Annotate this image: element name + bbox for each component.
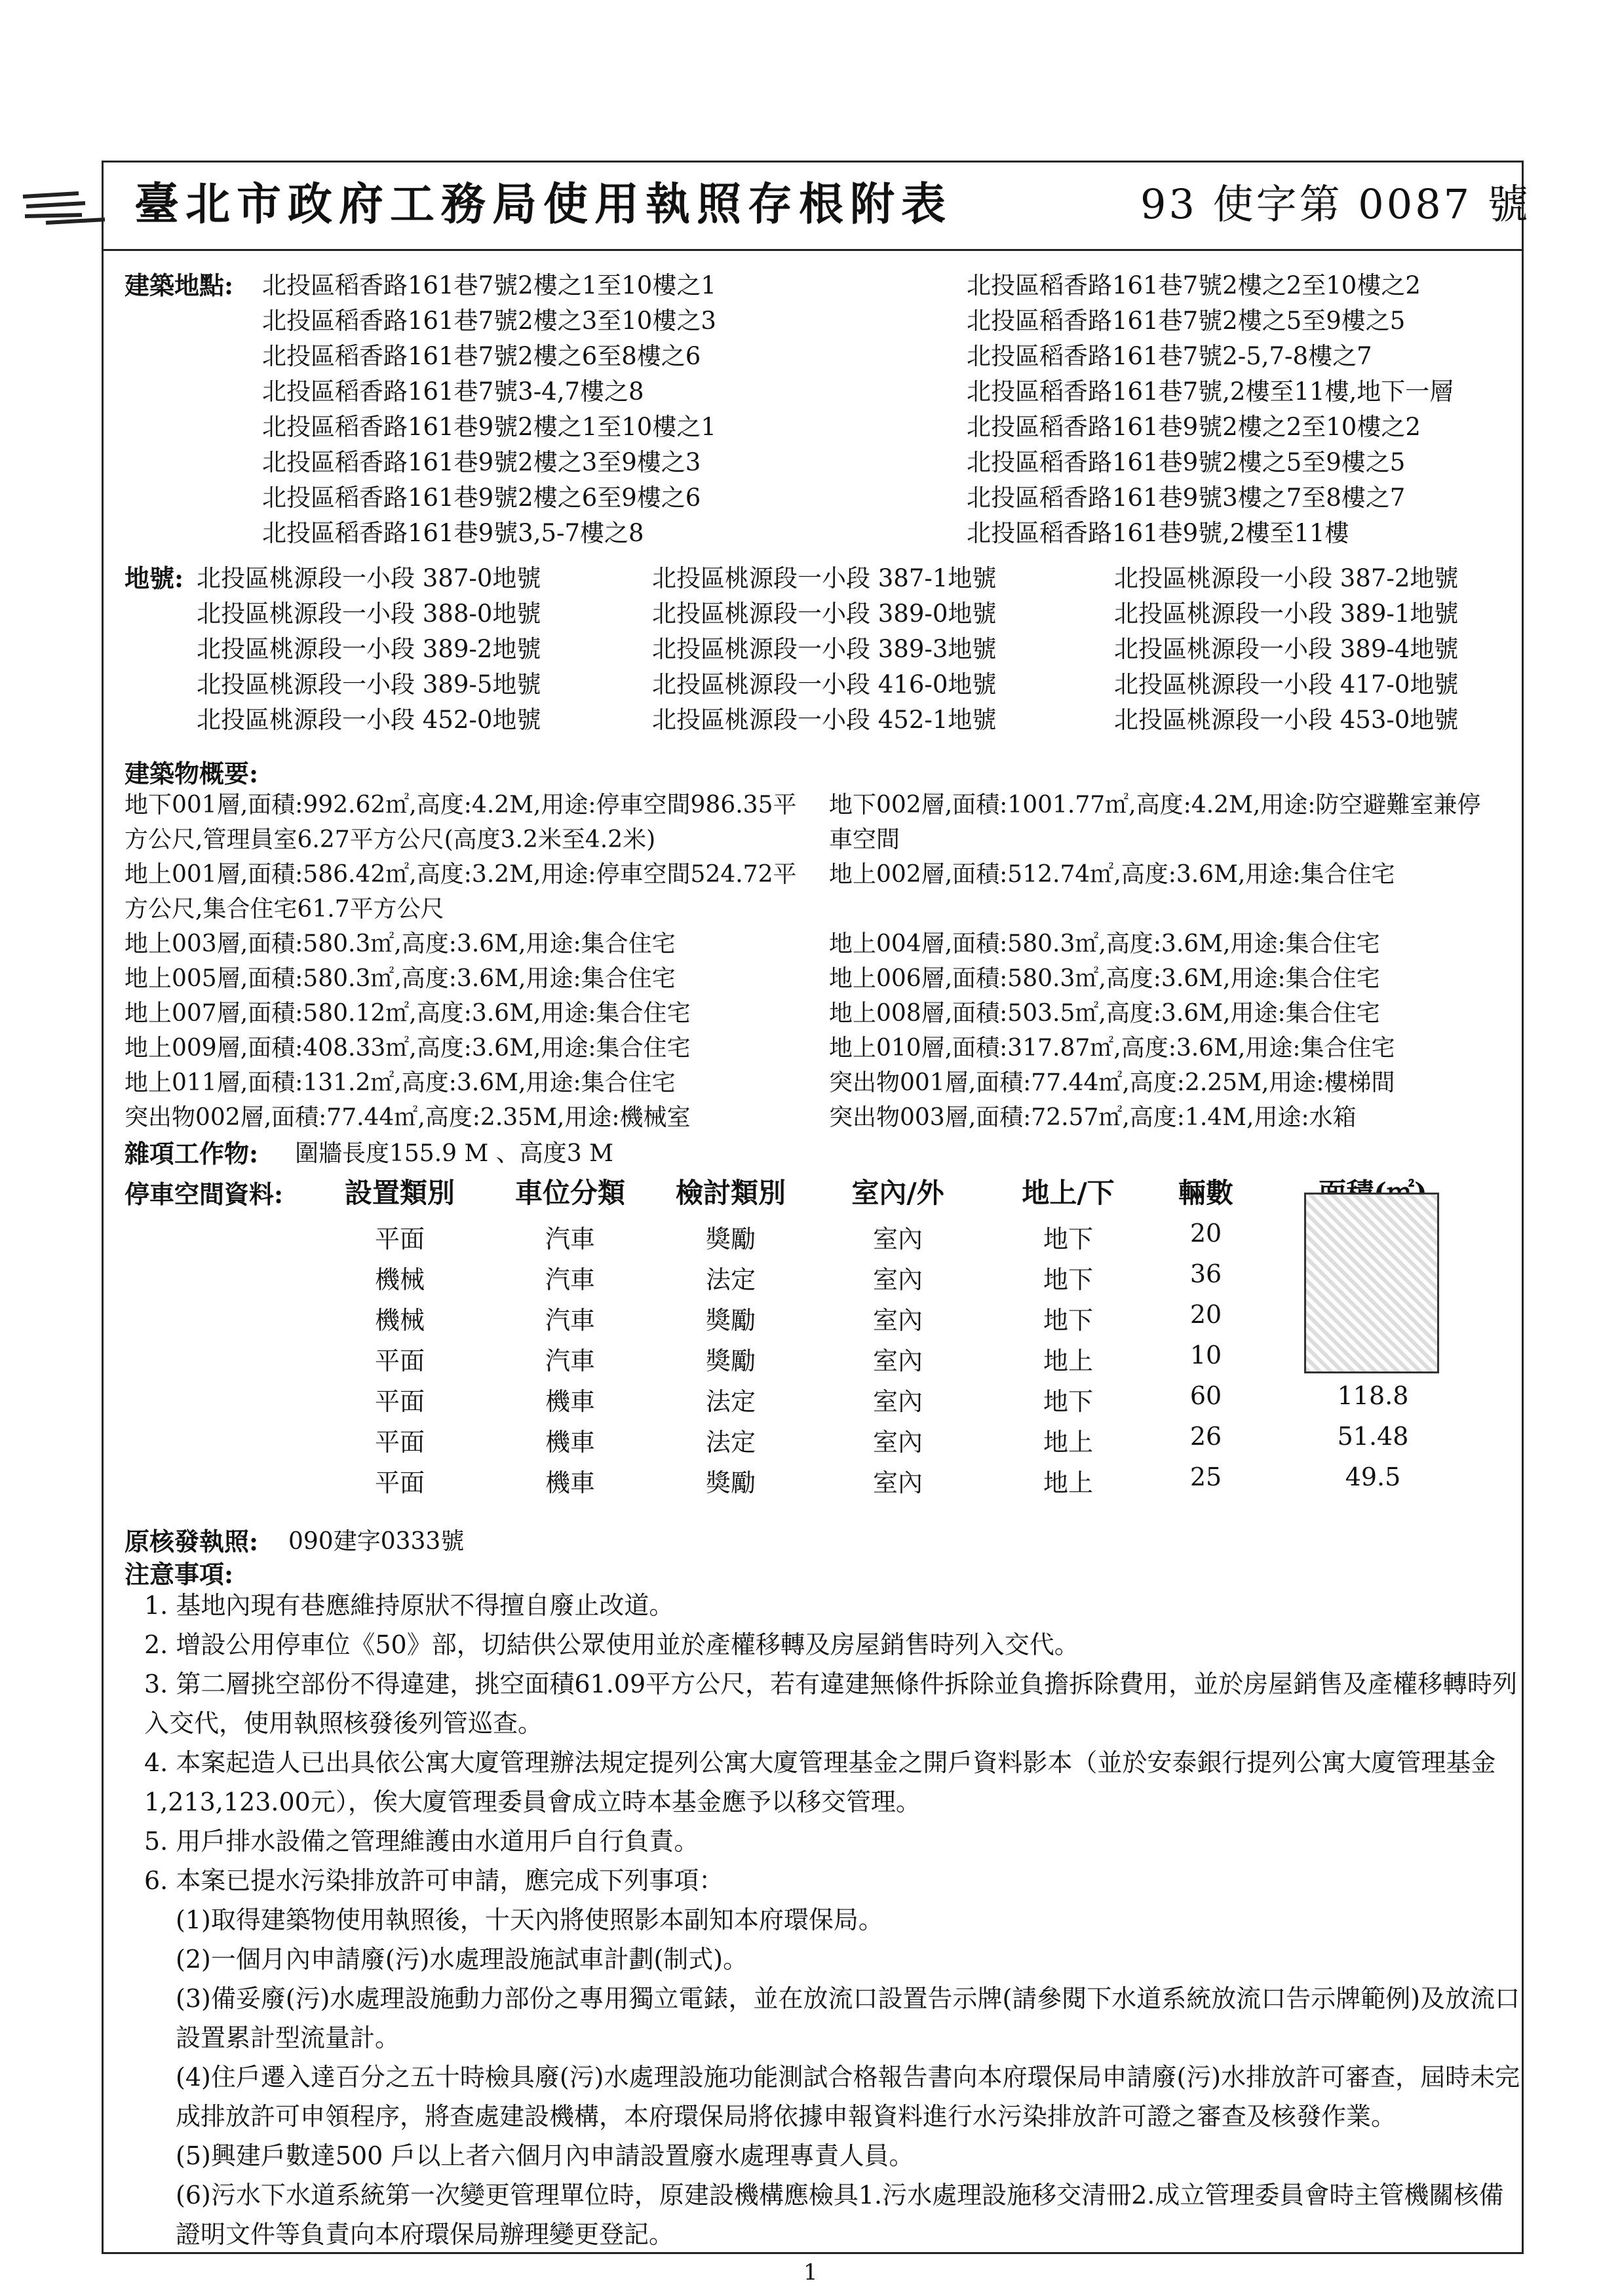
parking-cell: 獎勵 [705,1225,756,1253]
address-item: 北投區稻香路161巷7號2-5,7-8樓之7 [967,342,1372,370]
floor-item: 地上011層,面積:131.2㎡,高度:3.6M,用途:集合住宅 [125,1069,676,1096]
floor-item: 地下002層,面積:1001.77㎡,高度:4.2M,用途:防空避難室兼停 [829,792,1481,818]
note-item: 3. 第二層挑空部份不得違建，挑空面積61.09平方公尺，若有違建無條件拆除並負擔拆除費用，並於房屋銷售及產權移轉時列入交代，使用執照核發後列管巡查。 [144,1670,1518,1738]
official-seal [1304,1193,1439,1373]
parking-cell: 地下 [1043,1265,1093,1294]
address-item: 北投區稻香路161巷7號3-4,7樓之8 [262,377,644,406]
note-item: 4. 本案起造人已出具依公寓大廈管理辦法規定提列公寓大廈管理基金之開戶資料影本（並於安泰銀行提列公寓大廈管理基金1,213,123.00元），俟大廈管理委員會成立時本基金應予以移交管理。 [144,1748,1496,1816]
parking-cell: 平面 [374,1387,425,1416]
parking-header-cell: 地上/下 [1022,1177,1115,1209]
address-item: 北投區稻香路161巷7號,2樓至11樓,地下一層 [967,377,1454,406]
parking-header-cell: 車位分類 [514,1177,625,1209]
parking-cell: 室內 [872,1306,923,1335]
lot-item: 北投區桃源段一小段 389-5地號 [197,670,541,698]
lot-label: 地號: [125,564,184,593]
parking-cell: 室內 [872,1347,923,1375]
notes-list [144,1586,1520,2254]
parking-cell: 地下 [1043,1387,1093,1416]
page-title: 臺北市政府工務局使用執照存根附表 [134,178,953,231]
parking-cell: 118.8 [1337,1381,1409,1410]
address-item: 北投區稻香路161巷9號2樓之3至9樓之3 [262,448,701,476]
permit-number: 93 使字第 0087 號 [1140,180,1531,228]
parking-cell: 地下 [1043,1225,1093,1253]
lot-item: 北投區桃源段一小段 453-0地號 [1114,706,1459,734]
parking-header-cell: 室內/外 [851,1177,944,1209]
lot-item: 北投區桃源段一小段 452-1地號 [652,706,997,734]
parking-cell: 20 [1189,1300,1222,1329]
parking-cell: 汽車 [545,1347,595,1375]
floor-item: 車空間 [829,826,900,853]
address-item: 北投區稻香路161巷7號2樓之6至8樓之6 [262,342,701,370]
scribble-mark [20,183,111,236]
page-number: 1 [803,2259,818,2286]
parking-cell: 法定 [705,1265,756,1294]
floor-item: 方公尺,集合住宅61.7平方公尺 [125,896,444,923]
address-item: 北投區稻香路161巷7號2樓之1至10樓之1 [262,271,716,299]
lot-item: 北投區桃源段一小段 388-0地號 [197,600,541,628]
address-item: 北投區稻香路161巷9號2樓之6至9樓之6 [262,484,701,512]
parking-cell: 49.5 [1345,1463,1401,1491]
parking-cell: 10 [1189,1341,1222,1369]
address-item: 北投區稻香路161巷7號2樓之5至9樓之5 [967,307,1406,335]
parking-header-cell: 輛數 [1178,1177,1233,1209]
parking-cell: 地上 [1043,1468,1093,1497]
original-permit-value: 090建字0333號 [288,1528,465,1555]
floor-item: 地下001層,面積:992.62㎡,高度:4.2M,用途:停車空間986.35平 [125,792,797,818]
parking-cell: 室內 [872,1265,923,1294]
floor-item: 地上006層,面積:580.3㎡,高度:3.6M,用途:集合住宅 [829,965,1380,992]
header-divider [104,249,1522,251]
floor-item: 地上007層,面積:580.12㎡,高度:3.6M,用途:集合住宅 [125,1000,691,1027]
floor-item: 地上009層,面積:408.33㎡,高度:3.6M,用途:集合住宅 [125,1035,691,1062]
note-item: (2)一個月內申請廢(污)水處理設施試車計劃(制式)。 [176,1945,748,1974]
address-item: 北投區稻香路161巷9號2樓之2至10樓之2 [967,413,1421,441]
address-item: 北投區稻香路161巷9號2樓之5至9樓之5 [967,448,1406,476]
floor-item: 地上008層,面積:503.5㎡,高度:3.6M,用途:集合住宅 [829,1000,1380,1027]
parking-cell: 汽車 [545,1265,595,1294]
parking-cell: 地下 [1043,1306,1093,1335]
parking-cell: 汽車 [545,1225,595,1253]
address-item: 北投區稻香路161巷9號2樓之1至10樓之1 [262,413,716,441]
parking-label: 停車空間資料: [125,1179,284,1209]
notes-label: 注意事項: [125,1559,234,1589]
floor-item: 地上004層,面積:580.3㎡,高度:3.6M,用途:集合住宅 [829,930,1380,957]
overview-label: 建築物概要: [125,759,259,788]
parking-cell: 室內 [872,1468,923,1497]
parking-header-cell: 檢討類別 [675,1177,786,1209]
floor-item: 突出物002層,面積:77.44㎡,高度:2.35M,用途:機械室 [125,1104,691,1131]
lot-item: 北投區桃源段一小段 417-0地號 [1114,670,1459,698]
floor-item: 地上010層,面積:317.87㎡,高度:3.6M,用途:集合住宅 [829,1035,1395,1062]
lot-item: 北投區桃源段一小段 389-1地號 [1114,600,1459,628]
parking-cell: 25 [1189,1463,1222,1491]
parking-cell: 機車 [545,1387,595,1416]
parking-cell: 獎勵 [705,1306,756,1335]
site-label: 建築地點: [125,271,234,300]
floor-item: 突出物001層,面積:77.44㎡,高度:2.25M,用途:樓梯間 [829,1069,1395,1096]
note-item: (5)興建戶數達500 戶以上者六個月內申請設置廢水處理專責人員。 [176,2141,914,2170]
parking-cell: 機械 [374,1306,425,1335]
lot-item: 北投區桃源段一小段 387-2地號 [1114,564,1459,592]
note-item: 2. 增設公用停車位《50》部，切結供公眾使用並於產權移轉及房屋銷售時列入交代。 [144,1630,1079,1659]
note-item: (3)備妥廢(污)水處理設施動力部份之專用獨立電錶，並在放流口設置告示牌(請參閱下水道系統放流口告示牌範例)及放流口設置累計型流量計。 [176,1984,1520,2052]
address-item: 北投區稻香路161巷9號3樓之7至8樓之7 [967,484,1406,512]
parking-header-cell: 設置類別 [344,1177,455,1209]
floor-item: 方公尺,管理員室6.27平方公尺(高度3.2米至4.2米) [125,826,656,853]
parking-cell: 51.48 [1337,1422,1409,1451]
note-item: (1)取得建築物使用執照後，十天內將使照影本副知本府環保局。 [176,1905,883,1934]
parking-cell: 20 [1189,1219,1222,1248]
lot-item: 北投區桃源段一小段 389-0地號 [652,600,997,628]
address-item: 北投區稻香路161巷9號3,5-7樓之8 [262,519,644,547]
parking-cell: 地上 [1043,1347,1093,1375]
address-item: 北投區稻香路161巷7號2樓之3至10樓之3 [262,307,716,335]
lot-item: 北投區桃源段一小段 389-2地號 [197,635,541,663]
parking-cell: 平面 [374,1428,425,1457]
lot-item: 北投區桃源段一小段 387-0地號 [197,564,541,592]
lot-item: 北投區桃源段一小段 387-1地號 [652,564,997,592]
address-item: 北投區稻香路161巷9號,2樓至11樓 [967,519,1349,547]
parking-cell: 平面 [374,1347,425,1375]
parking-cell: 室內 [872,1387,923,1416]
lot-item: 北投區桃源段一小段 452-0地號 [197,706,541,734]
parking-cell: 平面 [374,1468,425,1497]
parking-cell: 獎勵 [705,1347,756,1375]
parking-cell: 獎勵 [705,1468,756,1497]
parking-cell: 機械 [374,1265,425,1294]
note-item: 6. 本案已提水污染排放許可申請，應完成下列事項： [144,1866,724,1895]
parking-cell: 地上 [1043,1428,1093,1457]
floor-item: 地上005層,面積:580.3㎡,高度:3.6M,用途:集合住宅 [125,965,676,992]
parking-cell: 36 [1189,1259,1222,1288]
floor-item: 地上001層,面積:586.42㎡,高度:3.2M,用途:停車空間524.72平 [125,861,797,888]
floor-item: 地上003層,面積:580.3㎡,高度:3.6M,用途:集合住宅 [125,930,676,957]
lot-item: 北投區桃源段一小段 389-3地號 [652,635,997,663]
parking-cell: 機車 [545,1428,595,1457]
parking-cell: 60 [1189,1381,1222,1410]
note-item: 1. 基地內現有巷應維持原狀不得擅自廢止改道。 [144,1591,674,1620]
parking-cell: 機車 [545,1468,595,1497]
misc-label: 雜項工作物: [125,1139,259,1168]
note-item: 5. 用戶排水設備之管理維護由水道用戶自行負責。 [144,1827,699,1856]
note-item: (6)污水下水道系統第一次變更管理單位時，原建設機構應檢具1.污水處理設施移交清冊2.成立管理委員會時主管機關核備證明文件等負責向本府環保局辦理變更登記。 [176,2181,1504,2249]
parking-cell: 室內 [872,1225,923,1253]
address-item: 北投區稻香路161巷7號2樓之2至10樓之2 [967,271,1421,299]
lot-item: 北投區桃源段一小段 416-0地號 [652,670,997,698]
parking-cell: 平面 [374,1225,425,1253]
note-item: (4)住戶遷入達百分之五十時檢具廢(污)水處理設施功能測試合格報告書向本府環保局申請廢(污)水排放許可審查，屆時未完成排放許可申領程序，將查處建設機構，本府環保局將依據申報資料進行水污染排放許可證之審查及核發作業。 [176,2063,1520,2131]
parking-cell: 室內 [872,1428,923,1457]
parking-cell: 法定 [705,1428,756,1457]
misc-value: 圍牆長度155.9 M 、高度3 M [295,1140,614,1167]
lot-item: 北投區桃源段一小段 389-4地號 [1114,635,1459,663]
parking-cell: 26 [1189,1422,1222,1451]
parking-cell: 汽車 [545,1306,595,1335]
floor-item: 地上002層,面積:512.74㎡,高度:3.6M,用途:集合住宅 [829,861,1395,888]
parking-cell: 法定 [705,1387,756,1416]
original-permit-label: 原核發執照: [125,1527,259,1556]
floor-item: 突出物003層,面積:72.57㎡,高度:1.4M,用途:水箱 [829,1104,1357,1131]
